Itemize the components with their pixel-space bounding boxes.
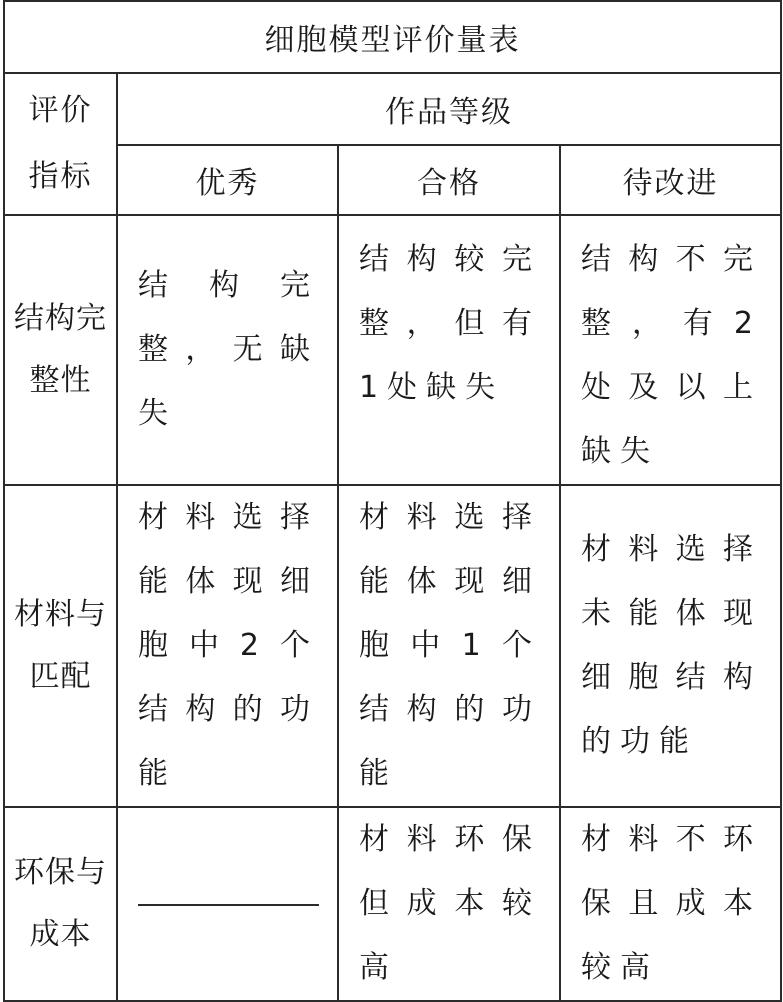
- level-improve-header: 待改进: [560, 145, 781, 215]
- table-row: [4, 215, 781, 485]
- row-label-eco: [4, 807, 117, 1001]
- cell-structure-improve: 结构不完整，有2处及以上缺失: [560, 215, 781, 485]
- table-row: [4, 807, 781, 1001]
- index-header: [4, 73, 117, 215]
- row-label-material-text: 材料与匹配: [14, 597, 107, 694]
- level-pass-header: 合格: [338, 145, 560, 215]
- cell-structure-excellent: 结构完整，无缺失: [117, 215, 338, 485]
- cell-material-improve: 材料选择未能体现细胞结构的功能: [560, 485, 781, 807]
- cell-eco-improve: 材料不环保且成本较高: [560, 807, 781, 1001]
- index-header-line1: 评价: [28, 93, 93, 128]
- cell-model-rubric-table: [3, 0, 782, 1002]
- table-title: 细胞模型评价量表: [4, 1, 781, 73]
- cell-eco-excellent: [117, 807, 338, 1001]
- table-row: [4, 485, 781, 807]
- cell-structure-pass: 结构较完整，但有1处缺失: [338, 215, 560, 485]
- row-label-eco-text: 环保与成本: [14, 855, 107, 952]
- empty-dash-line: [138, 904, 319, 906]
- row-label-structure: [4, 215, 117, 485]
- level-excellent-header: 优秀: [117, 145, 338, 215]
- grade-header: 作品等级: [117, 73, 781, 145]
- row-label-material: [4, 485, 117, 807]
- cell-eco-pass: 材料环保但成本较高: [338, 807, 560, 1001]
- cell-material-excellent: 材料选择能体现细胞中2个结构的功能: [117, 485, 338, 807]
- cell-material-pass: 材料选择能体现细胞中1个结构的功能: [338, 485, 560, 807]
- row-label-structure-text: 结构完整性: [14, 301, 107, 398]
- index-header-line2: 指标: [28, 159, 93, 194]
